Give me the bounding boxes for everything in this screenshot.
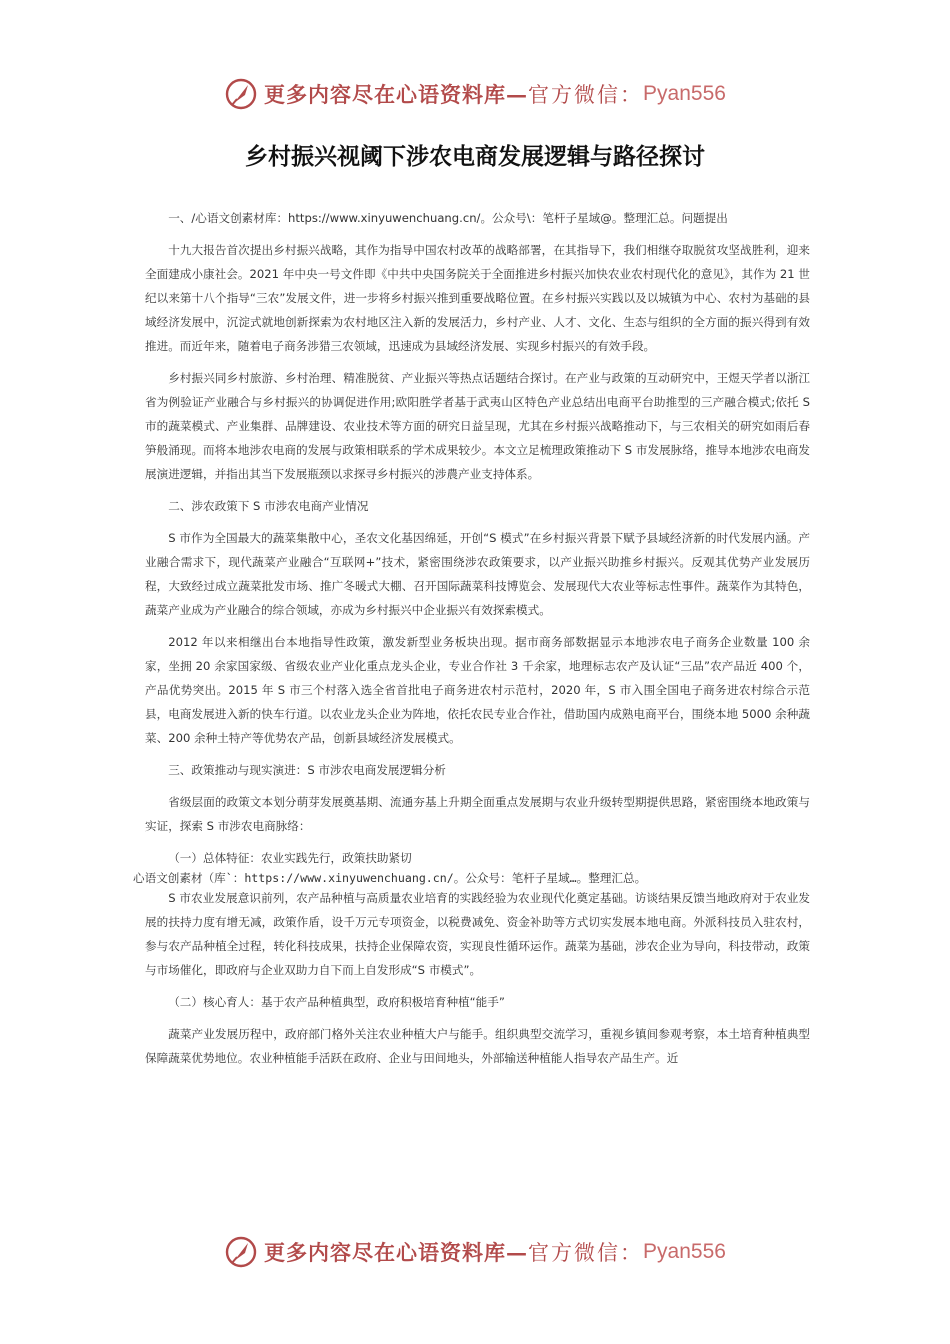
paragraph: 蔬菜产业发展历程中，政府部门格外关注农业种植大户与能手。组织典型交流学习，重视乡镇间参观考察，本土培育种植典型保障蔬菜优势地位。农业种植能手活跃在政府、企业与田间地头，外部输送种植能人指导农产品生产。近: [145, 1027, 810, 1065]
document-title: 乡村振兴视阈下涉农电商发展逻辑与路径探讨: [245, 144, 705, 170]
feather-pen-logo-icon: [224, 1235, 258, 1269]
section-heading: 三、政策推动与现实演进：S 市涉农电商发展逻辑分析: [168, 763, 446, 777]
section-heading: 二、涉农政策下 S 市涉农电商产业情况: [168, 499, 369, 513]
banner-wechat-label: 官方微信：: [528, 1241, 644, 1265]
banner-wechat-id: Pyan556: [643, 82, 726, 105]
paragraph: 十九大报告首次提出乡村振兴战略，其作为指导中国农村改革的战略部署，在其指导下，我们相继夺取脱贫攻坚战胜利，迎来全面建成小康社会。2021 年中央一号文件即《中共中央国务院关于全面推进乡村振兴加快农业农村现代化的意见》，其作为 21 世纪以来第十八个指导“三农”发展文件，进一步将乡村振兴推到重要战略位置。在乡村振兴实践以及以城镇为中心、农村为基础的县域经济发展中，沉淀式就地创新探索为农村地区注入新的发展活力，乡村产业、人才、文化、生态与组织的全方面的振兴得到有效推进。而近年来，随着电子商务涉猎三农领域，迅速成为县域经济发展、实现乡村振兴的有效手段。: [145, 243, 810, 353]
paragraph: 省级层面的政策文本划分萌芽发展奠基期、流通夯基上升期全面重点发展期与农业升级转型期提供思路，紧密围绕本地政策与实证，探索 S 市涉农电商脉络：: [145, 795, 810, 833]
banner-wechat-id: Pyan556: [643, 1240, 726, 1263]
paragraph: 乡村振兴同乡村旅游、乡村治理、精准脱贫、产业振兴等热点话题结合探讨。在产业与政策的互动研究中，王煜天学者以浙江省为例验证产业融合与乡村振兴的协调促进作用;欧阳胜学者基于武夷山区特色产业总结出电商平台助推型的三产融合模式;依托 S 市的蔬菜模式、产业集群、品牌建设、农业技术等方面的研究日益呈现，尤其在乡村振兴战略推动下，与三农相关的研究如雨后春笋般涌现。而将本地涉农电商的发展与政策相联系的学术成果较少。本文立足梳理政策推动下 S 市发展脉络，推导本地涉农电商发展演进逻辑，并指出其当下发展瓶颈以求探寻乡村振兴的涉農产业支持体系。: [145, 371, 810, 481]
paragraph: 2012 年以来相继出台本地指导性政策，激发新型业务板块出现。据市商务部数据显示本地涉农电子商务企业数量 100 余家，坐拥 20 余家国家级、省级农业产业化重点龙头企业，专业合作社 3 千余家，地理标志农产及认证“三品”农产品近 400 个，产品优势突出。2015 年 S 市三个村落入选全省首批电子商务进农村示范村，2020 年，S 市入围全国电子商务进农村综合示范县，电商发展进入新的快车行道。以农业龙头企业为阵地，依托农民专业合作社，借助国内成熟电商平台，围绕本地 5000 余种蔬菜、200 余种土特产等优势农产品，创新县域经济发展模式。: [145, 635, 810, 745]
bottom-banner: [0, 1232, 950, 1272]
document-body: [133, 206, 810, 1078]
banner-text: 更多内容尽在心语资料库—: [264, 82, 529, 107]
paragraph: S 市农业发展意识前列，农产品种植与高质量农业培育的实践经验为农业现代化奠定基础。访谈结果反馈当地政府对于农业发展的扶持力度有增无减，政策作盾，设千万元专项资金，以税费减免、资金补助等方式切实发展本地电商。外派科技员入驻农村，参与农产品种植全过程，转化科技成果，扶持企业保障农资，实现良性循环运作。蔬菜为基础，涉农企业为导向，科技带动，政策与市场催化，即政府与企业双助力自下而上自发形成“S 市模式”。: [145, 891, 810, 977]
subsection-heading: （二）核心育人：基于农产品种植典型，政府积极培育种植“能手”: [168, 995, 505, 1009]
banner-text: 更多内容尽在心语资料库—: [264, 1240, 529, 1265]
feather-pen-logo-icon: [224, 77, 258, 111]
subsection-heading: （一）总体特征：农业实践先行，政策扶助紧切: [168, 851, 412, 865]
top-banner: [0, 74, 950, 114]
inline-watermark: 心语文创素材（库`：https://www.xinyuwenchuang.cn/。公众号：笔杆子星域…。整理汇总。: [133, 871, 647, 885]
banner-wechat-label: 官方微信：: [528, 83, 644, 107]
paragraph: S 市作为全国最大的蔬菜集散中心，圣农文化基因绵延，开创“S 模式”在乡村振兴背景下赋予县域经济新的时代发展内涵。产业融合需求下，现代蔬菜产业融合“互联网+”技术，紧密围绕涉农政策要求，以产业振兴助推乡村振兴。反观其优势产业发展历程，大致经过成立蔬菜批发市场、推广冬暖式大棚、召开国际蔬菜科技博览会、发展现代大农业等标志性事件。蔬菜作为其特色，蔬菜产业成为产业融合的综合领域，亦成为乡村振兴中企业振兴有效探索模式。: [145, 531, 810, 617]
paragraph-intro-heading: 一、/心语文创素材库：https://www.xinyuwenchuang.cn/。公众号\：笔杆子星域@。整理汇总。问题提出: [168, 211, 728, 225]
